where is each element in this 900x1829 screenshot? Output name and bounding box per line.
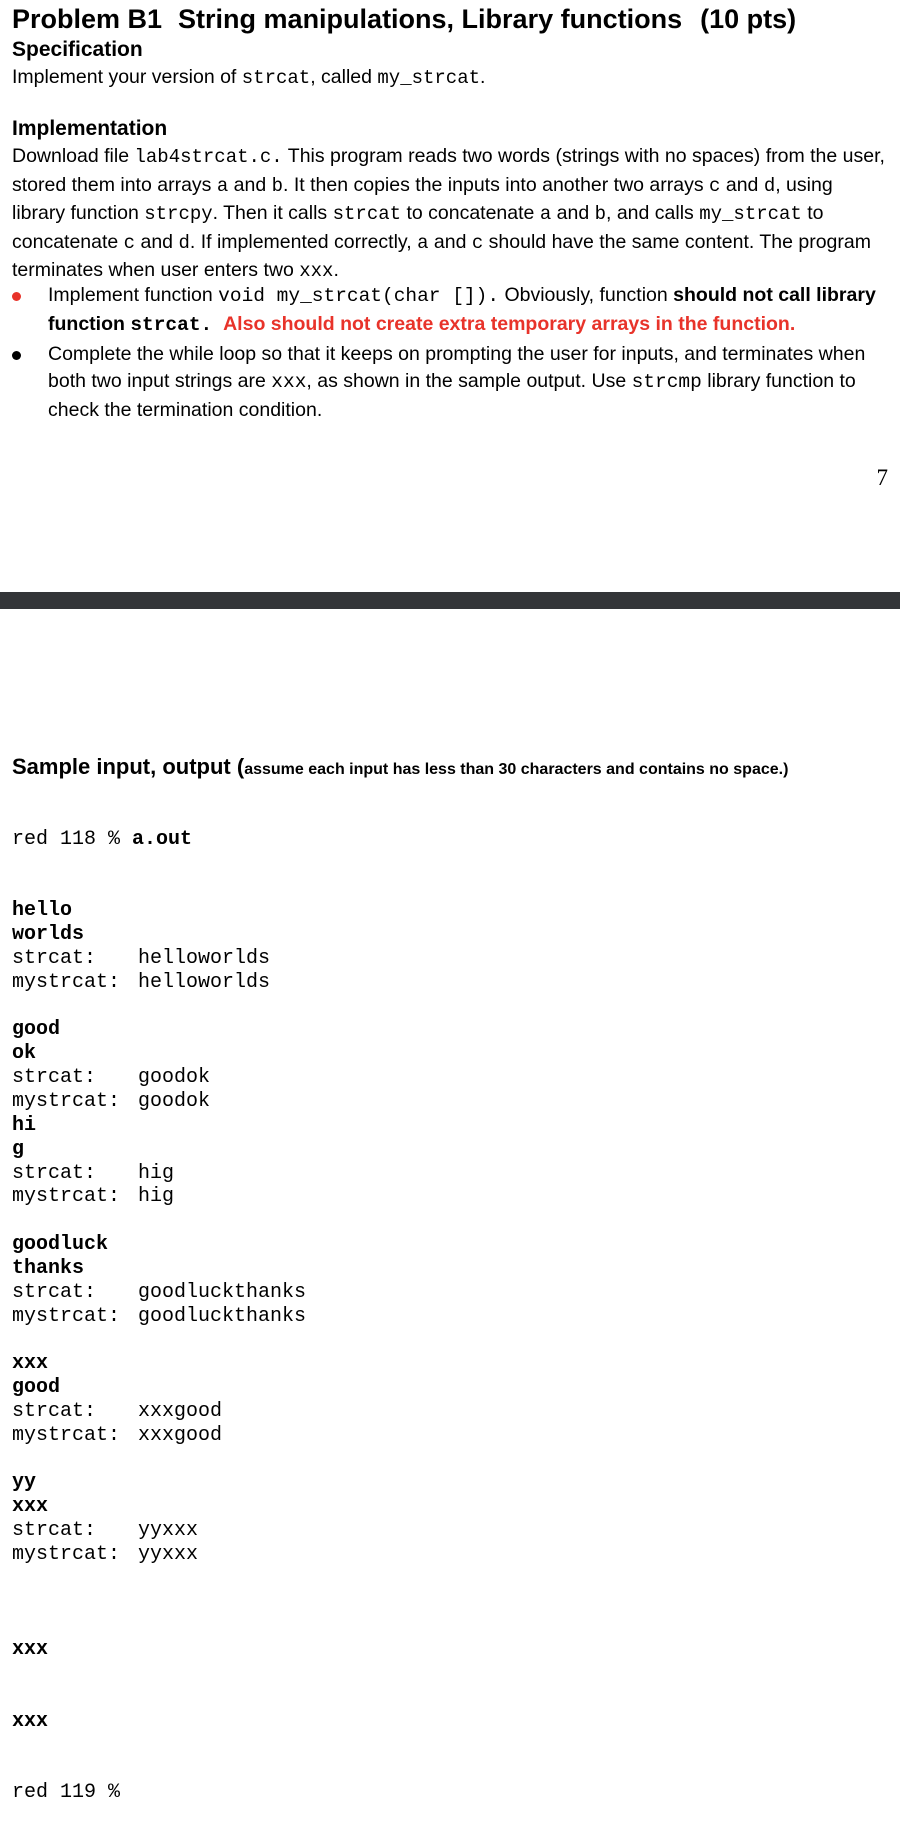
input-line: thanks <box>12 1256 85 1280</box>
output-line-mystrcat: mystrcat: helloworlds <box>12 970 271 994</box>
requirements-list <box>0 282 890 426</box>
document-page-top <box>0 0 900 592</box>
input-line: xxx <box>12 1495 49 1519</box>
prompt-line: red 119 % <box>12 1781 121 1805</box>
output-line-mystrcat: mystrcat: hig <box>12 1185 175 1209</box>
input-line: yy <box>12 1471 37 1495</box>
blank-line <box>12 995 306 1019</box>
output-line-strcat: strcat: xxxgood <box>12 1399 223 1423</box>
list-item: Complete the while loop so that it keeps on prompting the user for inputs, and terminates when both two input strings are xxx, as shown in the sample output. Use strcmp library function to check the termination condition. <box>0 341 890 425</box>
output-line-strcat: strcat: yyxxx <box>12 1519 199 1543</box>
input-line: hi <box>12 1113 37 1137</box>
output-line-mystrcat: mystrcat: goodok <box>12 1089 211 1113</box>
output-line-strcat: strcat: goodluckthanks <box>12 1280 307 1304</box>
output-line-strcat: strcat: hig <box>12 1161 175 1185</box>
prompt-line: red 118 % a.out <box>12 827 193 851</box>
input-line: xxx <box>12 1352 49 1376</box>
output-line-strcat: strcat: helloworlds <box>12 946 271 970</box>
blank-line <box>12 1209 306 1233</box>
input-line: g <box>12 1137 25 1161</box>
problem-title <box>12 4 796 35</box>
list-item: Implement function void my_strcat(char []). Obviously, function should not call library function strcat. Also should not create extra temporary arrays in the function. <box>0 282 890 340</box>
blank-line <box>12 1567 306 1591</box>
implementation-paragraph: Download file lab4strcat.c. This program reads two words (strings with no spaces) from the user, stored them into arrays a and b. It then copies the inputs into another two arrays c and d, using library function strcpy. Then it calls strcat to concatenate a and b, and calls my_strcat to concatenate c and d. If implemented correctly, a and c should have the same content. The program terminates when user enters two xxx. <box>12 145 885 283</box>
input-line: xxx <box>12 1638 49 1662</box>
title-topic: String manipulations, Library functions <box>178 4 683 34</box>
session-blocks <box>12 899 306 1590</box>
page-number: 7 <box>876 465 888 490</box>
page-divider <box>0 592 900 609</box>
output-line-strcat: strcat: goodok <box>12 1066 211 1090</box>
sample-note: assume each input has less than 30 characters and contains no space.) <box>244 761 789 778</box>
red-bullet-icon <box>12 292 21 301</box>
input-line: xxx <box>12 1709 49 1733</box>
warning-text: Also should not create extra temporary arrays in the function. <box>223 312 796 335</box>
input-line: hello <box>12 899 73 923</box>
blank-line <box>12 1328 306 1352</box>
specification-text: Implement your version of strcat, called my_strcat. <box>12 66 486 89</box>
output-line-mystrcat: mystrcat: xxxgood <box>12 1423 223 1447</box>
bullet-icon <box>12 351 21 360</box>
blank-line <box>12 1448 306 1472</box>
specification-heading: Specification <box>12 38 143 61</box>
input-line: goodluck <box>12 1233 109 1257</box>
input-line: good <box>12 1376 61 1400</box>
output-line-mystrcat: mystrcat: yyxxx <box>12 1543 199 1566</box>
title-points: (10 pts) <box>700 4 797 34</box>
implementation-heading: Implementation <box>12 117 168 140</box>
input-line: ok <box>12 1042 37 1066</box>
sample-heading: Sample input, output (assume each input has less than 30 characters and contains no space.) <box>12 754 789 779</box>
title-problem-id: Problem B1 <box>12 4 163 34</box>
input-line: good <box>12 1018 61 1042</box>
terminal-output <box>12 780 306 1829</box>
output-line-mystrcat: mystrcat: goodluckthanks <box>12 1304 307 1328</box>
input-line: worlds <box>12 923 85 947</box>
